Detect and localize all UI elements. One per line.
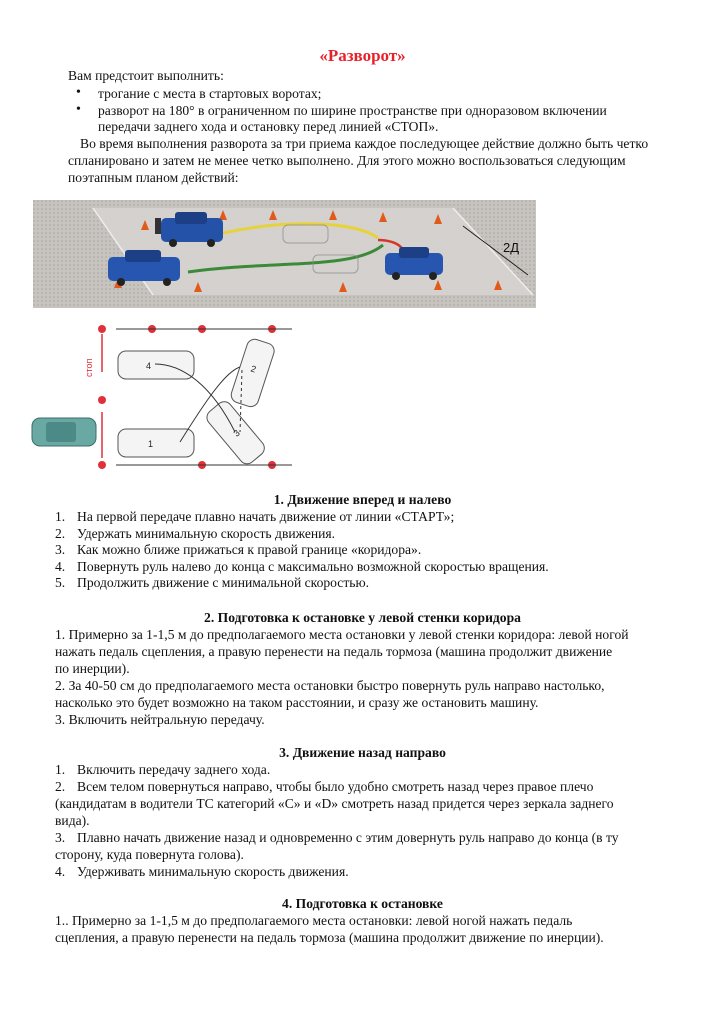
svg-text:4: 4 <box>146 361 152 371</box>
intro-para-line: поэтапным планом действий: <box>68 170 239 185</box>
svg-text:1: 1 <box>148 439 154 449</box>
bullet-item: • трогание с места в стартовых воротах; <box>98 86 698 103</box>
svg-text:2: 2 <box>249 363 258 375</box>
car-outline-2 <box>229 337 276 408</box>
text-line: 1.. Примерно за 1-1,5 м до предполагаемого места остановки: левой ногой нажать педаль <box>55 913 573 928</box>
list-item: 4. Повернуть руль налево до конца с максимально возможной скоростью вращения. <box>55 558 549 574</box>
car-outline-3 <box>204 398 268 467</box>
section-heading: 4. Подготовка к остановке <box>282 896 443 911</box>
text-line: нажать педаль сцепления, а правую перенести на педаль тормоза (машина продолжит движение <box>55 644 613 659</box>
car-outline-4 <box>118 351 194 379</box>
list-item: 1. Включить передачу заднего хода. <box>55 762 271 777</box>
section-1-list <box>55 509 695 592</box>
text-line: 3. Включить нейтральную передачу. <box>55 712 265 727</box>
section-3-list-b <box>55 830 695 847</box>
page-title: «Разворот» <box>319 46 406 65</box>
list-item: 3. Плавно начать движение назад и одновременно с этим довернуть руль направо до конца (в ту <box>55 830 619 845</box>
section-heading: 1. Движение вперед и налево <box>273 492 452 507</box>
dimension-label: 2Д <box>503 240 520 255</box>
stop-label: стоп <box>84 358 94 377</box>
car-teal <box>32 418 96 446</box>
list-item: 2. Удержать минимальную скорость движения. <box>55 525 336 541</box>
text-line: 1. Примерно за 1-1,5 м до предполагаемого места остановки у левой стенки коридора: левой ногой <box>55 627 629 642</box>
text-line: сцепления, а правую перенести на педаль тормоза (машина продолжит движение по инерции). <box>55 930 604 945</box>
intro-lead: Вам предстоит выполнить: <box>68 68 224 83</box>
list-item: 4. Удерживать минимальную скорость движения. <box>55 864 349 879</box>
maneuver-illustration <box>33 200 536 308</box>
text-line: (кандидатам в водители ТС категорий «С» и «D» смотреть назад придется через зеркала заднего <box>55 796 614 811</box>
turn-diagram <box>30 322 292 472</box>
text-line: вида). <box>55 813 90 828</box>
bullet-item-cont: передачи заднего хода и остановку перед линией «СТОП». <box>98 119 439 134</box>
intro-bullets <box>98 86 698 119</box>
text-line: 2. За 40-50 см до предполагаемого места остановки быстро повернуть руль направо настолько, <box>55 678 605 693</box>
section-3-list <box>55 762 695 795</box>
list-item: 1. На первой передаче плавно начать движение от линии «СТАРТ»; <box>55 509 455 524</box>
list-item: 2. Всем телом повернуться направо, чтобы было удобно смотреть назад через правое плечо <box>55 778 594 794</box>
text-line: сторону, куда повернута голова). <box>55 847 244 862</box>
section-heading: 2. Подготовка к остановке у левой стенки коридора <box>204 610 521 625</box>
section-heading: 3. Движение назад направо <box>279 745 446 760</box>
list-item: 5. Продолжить движение с минимальной скоростью. <box>55 575 370 590</box>
intro-para-line: Во время выполнения разворота за три приема каждое последующее действие должно быть четко <box>80 136 649 151</box>
intro-para-line: спланировано и затем не менее четко выполнено. Для этого можно воспользоваться следующим <box>68 153 626 168</box>
section-3-list-c <box>55 864 695 881</box>
text-line: по инерции). <box>55 661 130 676</box>
bullet-item: • разворот на 180° в ограниченном по ширине пространстве при одноразовом включении <box>98 103 698 120</box>
text-line: насколько это будет возможно на таком расстоянии, и сразу же остановить машину. <box>55 695 539 710</box>
svg-text:3: 3 <box>231 427 242 439</box>
list-item: 3. Как можно ближе прижаться к правой границе «коридора». <box>55 542 422 557</box>
car-outline-1 <box>118 429 194 457</box>
